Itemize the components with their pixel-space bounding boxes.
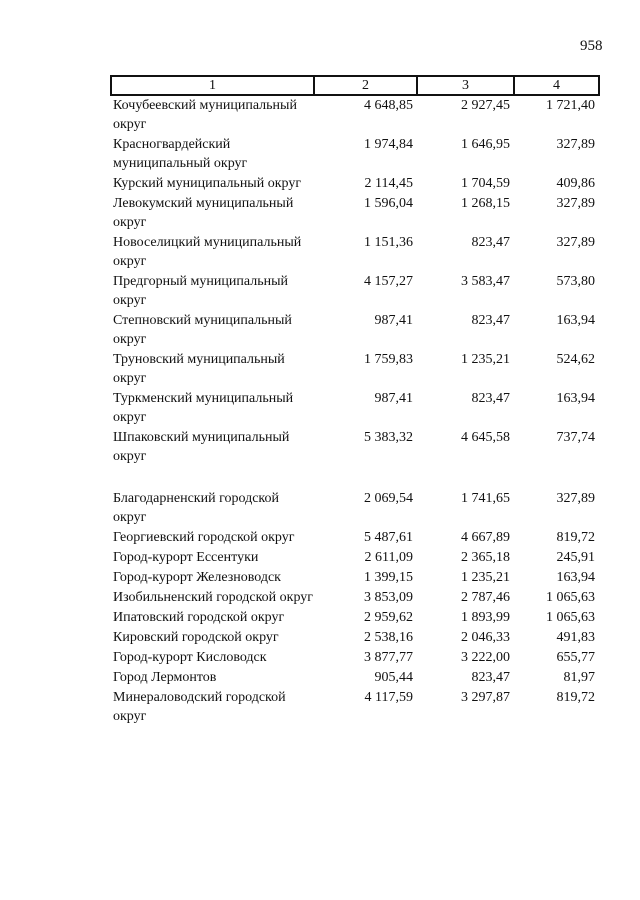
column-2-value: 2 538,16 [364,630,413,645]
column-2-value: 5 383,32 [364,430,413,445]
column-3-value: 2 787,46 [461,590,510,605]
column-3-value: 4 667,89 [461,530,510,545]
column-header-4: 4 [514,76,599,95]
municipality-name-cell: Город-курорт Кисловодск [113,650,267,665]
municipality-name-cell: Кочубеевский муниципальный округ [113,98,297,132]
column-3-value: 823,47 [471,670,510,685]
table-row [111,311,599,350]
municipality-name-cell: Туркменский муниципальный округ [113,391,294,425]
municipality-name-cell: Город-курорт Железноводск [113,570,281,585]
column-4-value: 1 065,63 [546,610,595,625]
column-3-value: 1 741,65 [461,491,510,506]
column-3-value: 823,47 [471,235,510,250]
municipality-name-cell: Шпаковский муниципальный округ [113,430,290,464]
section-spacer-cell [111,467,599,489]
table-row [111,272,599,311]
table-row [111,174,599,194]
table-row [111,548,599,568]
column-3-value: 2 046,33 [461,630,510,645]
column-4-value: 409,86 [556,176,595,191]
table-row [111,95,599,135]
table-row [111,648,599,668]
column-3-value: 823,47 [471,391,510,406]
table-row [111,608,599,628]
column-2-value: 1 596,04 [364,196,413,211]
municipality-name-cell: Новоселицкий муниципальный округ [113,235,302,269]
table-row [111,233,599,272]
table-row [111,350,599,389]
table-row [111,389,599,428]
column-4-value: 163,94 [556,570,595,585]
municipality-name-cell: Ипатовский городской округ [113,610,285,625]
column-3-value: 3 297,87 [461,690,510,705]
column-3-value: 1 704,59 [461,176,510,191]
column-2-value: 1 974,84 [364,137,413,152]
column-3-value: 3 583,47 [461,274,510,289]
column-4-value: 819,72 [556,690,595,705]
municipality-name-cell: Красногвардейский муниципальный округ [113,137,248,171]
column-header-1: 1 [111,76,314,95]
column-3-value: 1 646,95 [461,137,510,152]
column-3-value: 1 268,15 [461,196,510,211]
column-3-value: 823,47 [471,313,510,328]
table-row [111,135,599,174]
municipality-name-cell: Левокумский муниципальный округ [113,196,294,230]
data-table [110,75,600,727]
column-4-value: 819,72 [556,530,595,545]
column-4-value: 163,94 [556,391,595,406]
table-row [111,489,599,528]
column-4-value: 163,94 [556,313,595,328]
municipality-name-cell: Кировский городской округ [113,630,279,645]
table-row [111,568,599,588]
column-4-value: 327,89 [556,137,595,152]
municipality-name-cell: Город-курорт Ессентуки [113,550,259,565]
column-2-value: 905,44 [374,670,413,685]
column-2-value: 4 117,59 [364,690,413,705]
table-row [111,528,599,548]
column-4-value: 245,91 [556,550,595,565]
column-2-value: 3 877,77 [364,650,413,665]
column-3-value: 4 645,58 [461,430,510,445]
column-4-value: 737,74 [556,430,595,445]
column-2-value: 4 157,27 [364,274,413,289]
column-2-value: 2 114,45 [364,176,413,191]
table-body [111,95,599,727]
column-4-value: 524,62 [556,352,595,367]
municipality-name-cell: Предгорный муниципальный округ [113,274,288,308]
municipality-name-cell: Благодарненский городской округ [113,491,279,525]
table-row [111,428,599,467]
municipality-name-cell: Степновский муниципальный округ [113,313,292,347]
table-row [111,588,599,608]
municipality-name-cell: Город Лермонтов [113,670,217,685]
column-4-value: 491,83 [556,630,595,645]
municipality-name-cell: Труновский муниципальный округ [113,352,285,386]
column-4-value: 327,89 [556,491,595,506]
column-3-value: 2 927,45 [461,98,510,113]
column-3-value: 2 365,18 [461,550,510,565]
column-3-value: 3 222,00 [461,650,510,665]
column-4-value: 327,89 [556,235,595,250]
column-4-value: 327,89 [556,196,595,211]
table-header-row [111,76,599,95]
table-row [111,688,599,727]
column-2-value: 2 959,62 [364,610,413,625]
column-4-value: 81,97 [563,670,595,685]
column-2-value: 4 648,85 [364,98,413,113]
column-2-value: 1 151,36 [364,235,413,250]
column-2-value: 2 611,09 [364,550,413,565]
column-2-value: 1 399,15 [364,570,413,585]
column-2-value: 1 759,83 [364,352,413,367]
column-4-value: 1 721,40 [546,98,595,113]
column-4-value: 573,80 [556,274,595,289]
column-2-value: 3 853,09 [364,590,413,605]
municipality-name-cell: Курский муниципальный округ [113,176,302,191]
column-3-value: 1 235,21 [461,352,510,367]
column-2-value: 5 487,61 [364,530,413,545]
municipality-name-cell: Георгиевский городской округ [113,530,295,545]
column-2-value: 987,41 [374,391,413,406]
page-number: 958 [580,38,603,54]
column-4-value: 655,77 [556,650,595,665]
column-header-2: 2 [314,76,417,95]
table-row [111,668,599,688]
section-spacer [111,467,599,489]
table-row [111,194,599,233]
column-3-value: 1 893,99 [461,610,510,625]
column-header-3: 3 [417,76,514,95]
column-2-value: 987,41 [374,313,413,328]
column-3-value: 1 235,21 [461,570,510,585]
column-2-value: 2 069,54 [364,491,413,506]
table-row [111,628,599,648]
municipality-name-cell: Минераловодский городской округ [113,690,286,724]
column-4-value: 1 065,63 [546,590,595,605]
municipality-name-cell: Изобильненский городской округ [113,590,314,605]
